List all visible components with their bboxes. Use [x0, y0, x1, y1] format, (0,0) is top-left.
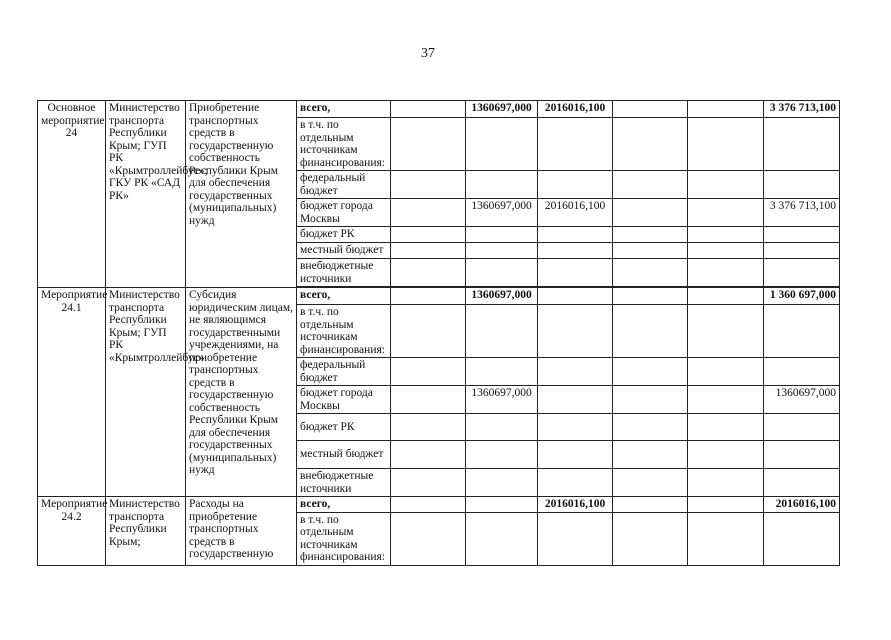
source-incl: в т.ч. по отдельным источникам финансирования:	[297, 118, 391, 171]
source-extra: внебюджетные источники	[297, 259, 391, 287]
source-rk: бюджет РК	[297, 227, 391, 243]
value-cell: 2016016,100	[538, 497, 613, 513]
table-row	[38, 288, 840, 305]
source-rk: бюджет РК	[297, 414, 391, 441]
description-cell: Приобретение транспортных средств в государственную собственность Республики Крым для обеспечения государственных (муниципальных) нужд	[186, 101, 297, 288]
value-cell: 1360697,000	[466, 101, 538, 118]
value-cell: 1360697,000	[466, 288, 538, 305]
total-cell: 2016016,100	[764, 497, 840, 513]
description-cell: Субсидия юридическим лицам, не являющимся государственными учреждениями, на приобретение транспортных средств в государственную собственность Республики Крым для обеспечения государственных (муниципальных) нужд	[186, 288, 297, 497]
source-moscow: бюджет города Москвы	[297, 199, 391, 227]
table-row	[38, 101, 840, 118]
value-cell: 2016016,100	[538, 199, 613, 227]
executor-cell: Министерство транспорта Республики Крым;	[106, 497, 186, 566]
source-federal: федеральный бюджет	[297, 171, 391, 199]
source-total: всего,	[297, 101, 391, 118]
value-cell: 2016016,100	[538, 101, 613, 118]
measure-label: Мероприятие 24.1	[38, 288, 106, 497]
budget-table	[37, 100, 840, 566]
source-total: всего,	[297, 497, 391, 513]
table-row	[38, 497, 840, 513]
source-incl: в т.ч. по отдельным источникам финансирования:	[297, 305, 391, 358]
total-cell: 1 360 697,000	[764, 288, 840, 305]
value-cell: 1360697,000	[466, 386, 538, 414]
source-local: местный бюджет	[297, 441, 391, 469]
page-number: 37	[421, 46, 435, 61]
source-total: всего,	[297, 288, 391, 305]
description-cell: Расходы на приобретение транспортных средств в государственную	[186, 497, 297, 566]
executor-cell: Министерство транспорта Республики Крым; ГУП РК «Крымтроллейбус»	[106, 288, 186, 497]
source-local: местный бюджет	[297, 243, 391, 259]
executor-cell: Министерство транспорта Республики Крым; ГУП РК «Крымтроллейбус»; ГКУ РК «САД РК»	[106, 101, 186, 288]
measure-label: Основное мероприятие 24	[38, 101, 106, 288]
source-extra: внебюджетные источники	[297, 469, 391, 497]
total-cell: 3 376 713,100	[764, 199, 840, 227]
source-moscow: бюджет города Москвы	[297, 386, 391, 414]
total-cell: 1360697,000	[764, 386, 840, 414]
source-incl: в т.ч. по отдельным источникам финансирования:	[297, 512, 391, 565]
value-cell: 1360697,000	[466, 199, 538, 227]
total-cell: 3 376 713,100	[764, 101, 840, 118]
measure-label: Мероприятие 24.2	[38, 497, 106, 566]
source-federal: федеральный бюджет	[297, 358, 391, 386]
